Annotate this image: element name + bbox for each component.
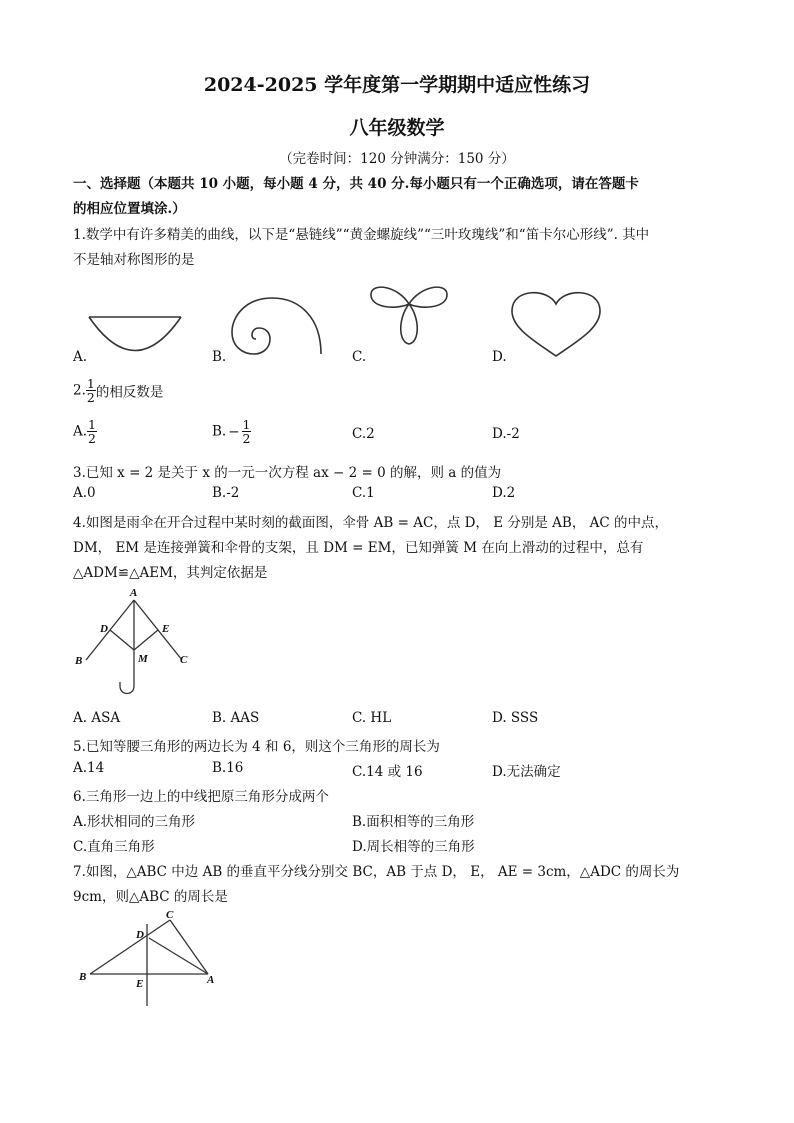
time-note: （完卷时间：120 分钟满分：150 分） xyxy=(279,151,515,167)
q4-option-b[interactable]: B. AAS xyxy=(212,710,260,726)
section-heading-line1: 一、选择题（本题共 10 小题，每小题 4 分，共 40 分.每小题只有一个正确选项，请在答题卡 xyxy=(73,176,639,192)
q4-option-c[interactable]: C. HL xyxy=(352,710,392,726)
q3-option-c[interactable]: C.1 xyxy=(352,485,375,501)
q1-line1: 1.数学中有许多精美的曲线，以下是“悬链线”“黄金螺旋线”“三叶玫瑰线”和“笛卡尔心形线”. 其中 xyxy=(73,227,650,243)
q2-prefix: 2. xyxy=(73,382,86,399)
fig7-label-c: C xyxy=(166,909,174,921)
fig4-label-e: E xyxy=(162,623,170,635)
fig4-label-b: B xyxy=(75,655,83,667)
q1-option-b[interactable]: B. xyxy=(212,349,227,365)
q2-frac-num: 1 xyxy=(86,376,95,391)
q6-option-c[interactable]: C.直角三角形 xyxy=(73,839,155,855)
fig4-label-d: D xyxy=(100,623,108,635)
q6-option-d[interactable]: D.周长相等的三角形 xyxy=(352,839,475,855)
q1-option-a[interactable]: A. xyxy=(73,349,88,365)
q2-option-b-sign: − xyxy=(228,423,240,440)
q4-line1: 4.如图是雨伞在开合过程中某时刻的截面图，伞骨 AB = AC，点 D， E 分别是 AB， AC 的中点， xyxy=(73,515,668,531)
fig7-label-b: B xyxy=(79,971,87,983)
q4-option-d[interactable]: D. SSS xyxy=(492,710,539,726)
q5-option-c[interactable]: C.14 或 16 xyxy=(352,764,423,780)
q1-option-c[interactable]: C. xyxy=(352,349,367,365)
q1-line2: 不是轴对称图形的是 xyxy=(73,252,195,268)
cardioid-heart-icon xyxy=(508,286,604,358)
q4-line2: DM， EM 是连接弹簧和伞骨的支架，且 DM = EM，已知弹簧 M 在向上滑动的过程中，总有 xyxy=(73,540,644,556)
q7-line2: 9cm，则△ABC 的周长是 xyxy=(73,889,228,905)
subject-title: 八年级数学 xyxy=(349,117,445,139)
q5-option-a[interactable]: A.14 xyxy=(73,760,105,776)
q2-option-a[interactable] xyxy=(73,418,97,445)
q6-option-b[interactable]: B.面积相等的三角形 xyxy=(352,814,475,830)
q2-fraction xyxy=(86,377,96,404)
three-leaf-rose-icon xyxy=(368,280,450,348)
fig7-label-a: A xyxy=(207,974,215,986)
catenary-curve-icon xyxy=(87,312,187,356)
q4-option-a[interactable]: A. ASA xyxy=(73,710,121,726)
umbrella-figure xyxy=(72,588,202,700)
q2-stem xyxy=(73,377,163,404)
q3-stem: 3.已知 x = 2 是关于 x 的一元一次方程 ax − 2 = 0 的解，则 a 的值为 xyxy=(73,465,502,481)
q2-suffix: 的相反数是 xyxy=(95,384,164,401)
q2-option-a-num: 1 xyxy=(88,417,96,432)
q5-option-d[interactable]: D.无法确定 xyxy=(492,764,561,780)
q2-option-a-label: A. xyxy=(73,423,88,440)
q3-option-b[interactable]: B.-2 xyxy=(212,485,240,501)
q2-option-b-fraction xyxy=(242,418,252,445)
q2-frac-den: 2 xyxy=(86,390,95,405)
golden-spiral-icon xyxy=(228,294,324,356)
q5-option-b[interactable]: B.16 xyxy=(212,760,244,776)
section-heading-line2: 的相应位置填涂.） xyxy=(73,201,186,217)
q2-option-b-den: 2 xyxy=(242,431,251,446)
q2-option-a-den: 2 xyxy=(88,431,96,446)
q1-option-d[interactable]: D. xyxy=(492,349,507,365)
fig4-label-c: C xyxy=(180,654,188,666)
q2-option-d[interactable]: D.-2 xyxy=(492,426,520,442)
fig4-label-m: M xyxy=(138,653,148,665)
q7-line1: 7.如图，△ABC 中边 AB 的垂直平分线分别交 BC，AB 于点 D， E， AE = 3cm，△ADC 的周长为 xyxy=(73,864,680,880)
q3-option-d[interactable]: D.2 xyxy=(492,485,516,501)
fig4-label-a: A xyxy=(130,587,138,599)
triangle-figure xyxy=(76,908,222,1008)
q2-option-c[interactable]: C.2 xyxy=(352,426,375,442)
q2-option-b-label: B. xyxy=(212,423,227,440)
q3-option-a[interactable]: A.0 xyxy=(73,485,96,501)
q5-stem: 5.已知等腰三角形的两边长为 4 和 6，则这个三角形的周长为 xyxy=(73,739,440,755)
q6-stem: 6.三角形一边上的中线把原三角形分成两个 xyxy=(73,789,329,805)
q2-option-b[interactable] xyxy=(212,418,251,445)
exam-title: 2024-2025 学年度第一学期期中适应性练习 xyxy=(203,74,591,96)
q6-option-a[interactable]: A.形状相同的三角形 xyxy=(73,814,196,830)
q2-option-b-num: 1 xyxy=(242,417,251,432)
q2-option-a-fraction xyxy=(87,418,97,445)
fig7-label-e: E xyxy=(136,978,144,990)
q4-line3: △ADM≌△AEM，其判定依据是 xyxy=(73,565,268,581)
fig7-label-d: D xyxy=(136,929,144,941)
